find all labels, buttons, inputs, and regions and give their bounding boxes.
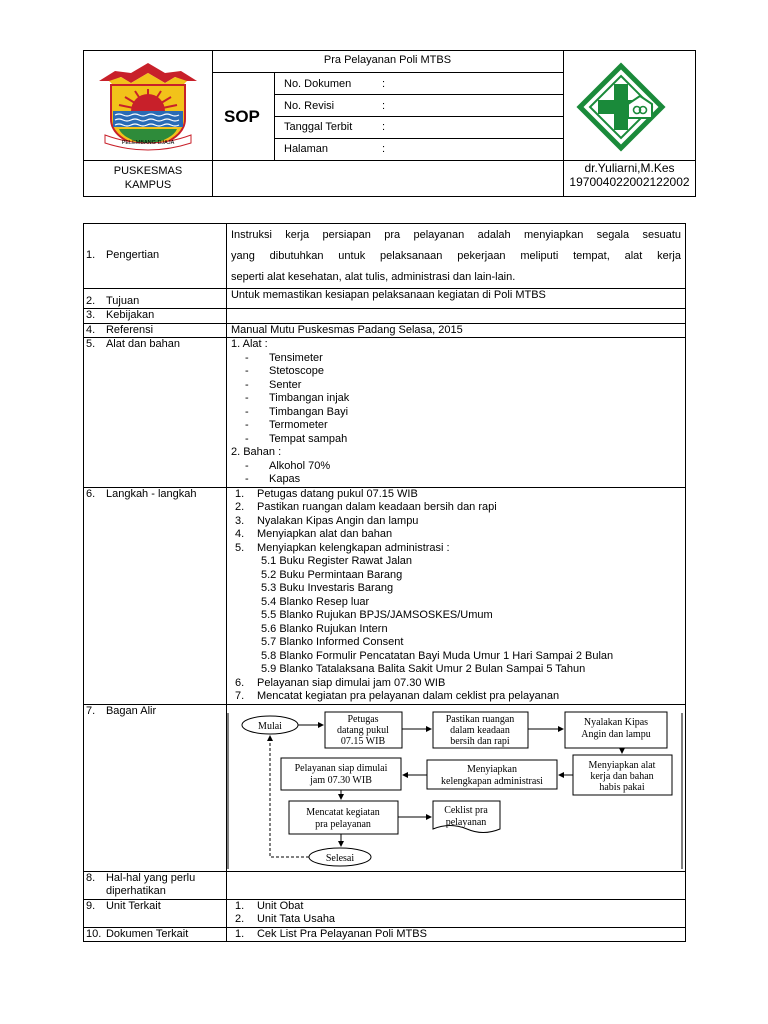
row-number: 3. <box>84 309 102 324</box>
field-no-dokumen-sep: : <box>382 78 386 90</box>
step-item <box>231 677 681 691</box>
row-label: Alat dan bahan <box>102 338 227 488</box>
step-item <box>231 515 681 529</box>
flowchart-cell <box>226 704 685 871</box>
svg-text:habis pakai: habis pakai <box>599 781 645 793</box>
node-pastikan <box>433 712 528 748</box>
sub-step: 5.8 Blanko Formulir Pencatatan Bayi Muda Umur 1 Hari Sampai 2 Bulan <box>260 649 614 662</box>
item-number: 2. <box>234 913 245 925</box>
pengertian-line: Instruksi kerja persiapan pra pelayanan adalah menyiapkan segala sesuatu <box>230 229 681 241</box>
sub-step: 5.1 Buku Register Rawat Jalan <box>260 555 413 567</box>
step-item <box>231 542 681 556</box>
bahan-heading: 2. Bahan : <box>230 446 282 458</box>
langkah-list <box>226 487 685 704</box>
item-text: Cek List Pra Pelayanan Poli MTBS <box>256 927 427 940</box>
item-text: Unit Tata Usaha <box>256 913 336 925</box>
svg-text:Mencatat kegiatan: Mencatat kegiatan <box>306 806 380 818</box>
svg-text:07.15 WIB: 07.15 WIB <box>340 735 386 747</box>
step-number: 6. <box>234 676 245 689</box>
svg-text:kelengkapan administrasi: kelengkapan administrasi <box>441 775 543 787</box>
svg-text:Menyiapkan: Menyiapkan <box>466 763 517 775</box>
row-number: 7. <box>84 704 102 871</box>
list-item <box>231 379 681 393</box>
row-number: 2. <box>84 289 102 309</box>
dokumen-list <box>226 927 685 942</box>
dash: - <box>244 351 249 364</box>
svg-text:Selesai: Selesai <box>325 852 355 864</box>
sub-step: 5.9 Blanko Tatalaksana Balita Sakit Umur 2 Bulan Sampai 5 Tahun <box>260 663 586 675</box>
sub-step: 5.5 Blanko Rujukan BPJS/JAMSOSKES/Umum <box>260 609 493 621</box>
row-dokumen-terkait <box>84 927 686 942</box>
item-text: Alkohol 70% <box>268 459 331 472</box>
list-item <box>231 406 681 420</box>
step-number: 5. <box>234 541 245 554</box>
field-tanggal-terbit-sep: : <box>382 121 386 133</box>
row-number: 8. <box>84 871 102 899</box>
step-text: Menyiapkan kelengkapan administrasi : <box>256 541 450 554</box>
dash: - <box>244 459 249 472</box>
list-item <box>231 352 681 366</box>
row-pengertian <box>84 224 686 289</box>
node-pelayanan <box>281 758 401 790</box>
node-mencatat <box>289 801 398 834</box>
sub-step: 5.3 Buku Investaris Barang <box>260 582 394 594</box>
item-text: Timbangan Bayi <box>268 405 349 418</box>
svg-text:Mulai: Mulai <box>258 720 282 732</box>
step-text: Pastikan ruangan dalam keadaan bersih dan rapi <box>256 501 497 513</box>
row-referensi <box>84 323 686 338</box>
field-no-revisi-sep: : <box>382 100 386 112</box>
dash: - <box>244 405 249 418</box>
item-number: 1. <box>234 927 245 940</box>
item-text: Tempat sampah <box>268 432 348 445</box>
list-item <box>231 365 681 379</box>
svg-text:bersih dan rapi: bersih dan rapi <box>450 735 510 747</box>
item-text: Tensimeter <box>268 351 323 364</box>
row-label: Unit Terkait <box>102 899 227 927</box>
row-number: 4. <box>84 323 102 338</box>
item-text: Kapas <box>268 473 301 485</box>
node-mulai <box>242 716 298 734</box>
sop-label: SOP <box>224 107 260 126</box>
dash: - <box>244 419 249 431</box>
step-number: 3. <box>234 514 245 527</box>
item-text: Timbangan injak <box>268 392 350 404</box>
step-item <box>231 501 681 515</box>
dash: - <box>244 432 249 445</box>
puskesmas-logo <box>576 62 666 152</box>
row-bagan-alir <box>84 704 686 871</box>
step-number: 1. <box>234 487 245 500</box>
field-no-revisi-label: No. Revisi <box>284 100 335 112</box>
row-tujuan <box>84 289 686 309</box>
sub-step: 5.6 Blanko Rujukan Intern <box>260 622 388 635</box>
field-halaman-label: Halaman <box>284 143 329 155</box>
svg-text:jam 07.30 WIB: jam 07.30 WIB <box>310 774 372 786</box>
row-number: 1. <box>84 224 102 289</box>
step-number: 2. <box>234 501 245 513</box>
svg-text:Angin dan lampu: Angin dan lampu <box>581 728 651 740</box>
list-item <box>231 419 681 433</box>
step-text: Pelayanan siap dimulai jam 07.30 WIB <box>256 676 446 689</box>
step-item <box>231 488 681 502</box>
item-text: Termometer <box>268 419 328 431</box>
kebijakan-text <box>226 309 685 324</box>
document-title: Pra Pelayanan Poli MTBS <box>323 54 452 66</box>
node-menyiapkan-administrasi <box>427 760 557 789</box>
item-text: Stetoscope <box>268 365 325 377</box>
row-langkah <box>84 487 686 704</box>
svg-text:datang pukul: datang pukul <box>337 724 389 736</box>
step-item <box>231 690 681 704</box>
row-unit-terkait <box>84 899 686 927</box>
step-item <box>231 528 681 542</box>
svg-text:Menyiapkan alat: Menyiapkan alat <box>588 759 656 771</box>
row-label <box>102 871 227 899</box>
node-menyiapkan-alat <box>573 755 672 795</box>
row-label: Kebijakan <box>102 309 227 324</box>
dash: - <box>244 365 249 377</box>
item-text: Senter <box>268 378 302 391</box>
alat-bahan-list <box>226 338 685 488</box>
alat-heading: 1. Alat : <box>230 338 268 350</box>
svg-text:Pelayanan siap dimulai: Pelayanan siap dimulai <box>294 762 388 774</box>
step-text: Mencatat kegiatan pra pelayanan dalam ceklist pra pelayanan <box>256 690 560 702</box>
svg-text:Nyalakan Kipas: Nyalakan Kipas <box>583 716 649 728</box>
unit-list <box>226 899 685 927</box>
label-line: Hal-hal yang perlu <box>105 871 196 884</box>
pengertian-text <box>226 224 685 289</box>
pengertian-line: seperti alat kesehatan, alat tulis, administrasi dan lain-lain. <box>230 271 516 283</box>
field-no-dokumen-label: No. Dokumen <box>284 78 352 90</box>
row-kebijakan <box>84 309 686 324</box>
svg-text:Pastikan ruangan: Pastikan ruangan <box>445 713 515 725</box>
hal-text <box>226 871 685 899</box>
row-number: 6. <box>84 487 102 704</box>
svg-text:kerja dan bahan: kerja dan bahan <box>590 770 654 782</box>
org-name-line1: PUSKESMAS <box>113 165 183 177</box>
row-number: 5. <box>84 338 102 488</box>
row-label: Referensi <box>102 323 227 338</box>
list-item <box>231 392 681 406</box>
field-halaman-sep: : <box>382 143 386 155</box>
unit-item <box>231 913 681 927</box>
step-number: 4. <box>234 528 245 540</box>
dashed-return-arrow <box>270 736 309 857</box>
signer-nip: 197004022002122002 <box>569 175 690 189</box>
sop-header <box>83 50 696 197</box>
svg-text:pelayanan: pelayanan <box>445 816 487 828</box>
org-name-line2: KAMPUS <box>124 179 172 191</box>
row-label: Bagan Alir <box>102 704 227 871</box>
referensi-text: Manual Mutu Puskesmas Padang Selasa, 2015 <box>226 323 685 338</box>
dash: - <box>244 378 249 391</box>
sub-step: 5.7 Blanko Informed Consent <box>260 636 404 648</box>
row-number: 10. <box>84 927 102 942</box>
svg-text:Ceklist pra: Ceklist pra <box>444 804 488 816</box>
dash: - <box>244 392 249 404</box>
list-item <box>231 473 681 487</box>
row-number: 9. <box>84 899 102 927</box>
svg-text:pra pelayanan: pra pelayanan <box>315 818 371 830</box>
list-item <box>231 433 681 447</box>
node-petugas <box>325 712 402 748</box>
svg-text:Petugas: Petugas <box>347 713 379 725</box>
list-item <box>231 460 681 474</box>
field-tanggal-terbit-label: Tanggal Terbit <box>284 121 353 133</box>
sub-step: 5.2 Buku Permintaan Barang <box>260 568 403 581</box>
row-label: Tujuan <box>102 289 227 309</box>
flowchart <box>227 705 685 871</box>
item-text: Unit Obat <box>256 899 304 912</box>
item-number: 1. <box>234 899 245 912</box>
row-label: Langkah - langkah <box>102 487 227 704</box>
signer-name: dr.Yuliarni,M.Kes <box>584 161 675 175</box>
palembang-logo <box>95 59 201 151</box>
row-label: Pengertian <box>102 224 227 289</box>
sub-step: 5.4 Blanko Resep luar <box>260 595 370 608</box>
step-text: Petugas datang pukul 07.15 WIB <box>256 487 418 500</box>
step-text: Menyiapkan alat dan bahan <box>256 528 393 540</box>
logo-ribbon-text: PELEMBANG DJAJA <box>121 140 175 146</box>
row-alat-bahan <box>84 338 686 488</box>
tujuan-text: Untuk memastikan kesiapan pelaksanaan kegiatan di Poli MTBS <box>226 289 685 309</box>
label-line: diperhatikan <box>105 885 166 897</box>
row-label: Dokumen Terkait <box>102 927 227 942</box>
step-number: 7. <box>234 690 245 702</box>
pengertian-line: yang dibutuhkan untuk pelaksanaan pekerjaan meliputi tempat, alat kerja <box>230 250 681 262</box>
step-text: Nyalakan Kipas Angin dan lampu <box>256 514 419 527</box>
row-hal-hal <box>84 871 686 899</box>
unit-item <box>231 900 681 914</box>
node-selesai <box>309 848 371 866</box>
dokumen-item <box>231 928 681 942</box>
node-nyalakan <box>565 712 667 748</box>
dash: - <box>244 473 249 485</box>
svg-text:dalam keadaan: dalam keadaan <box>450 724 510 736</box>
node-ceklist <box>433 801 500 833</box>
sop-content-table <box>83 223 686 942</box>
